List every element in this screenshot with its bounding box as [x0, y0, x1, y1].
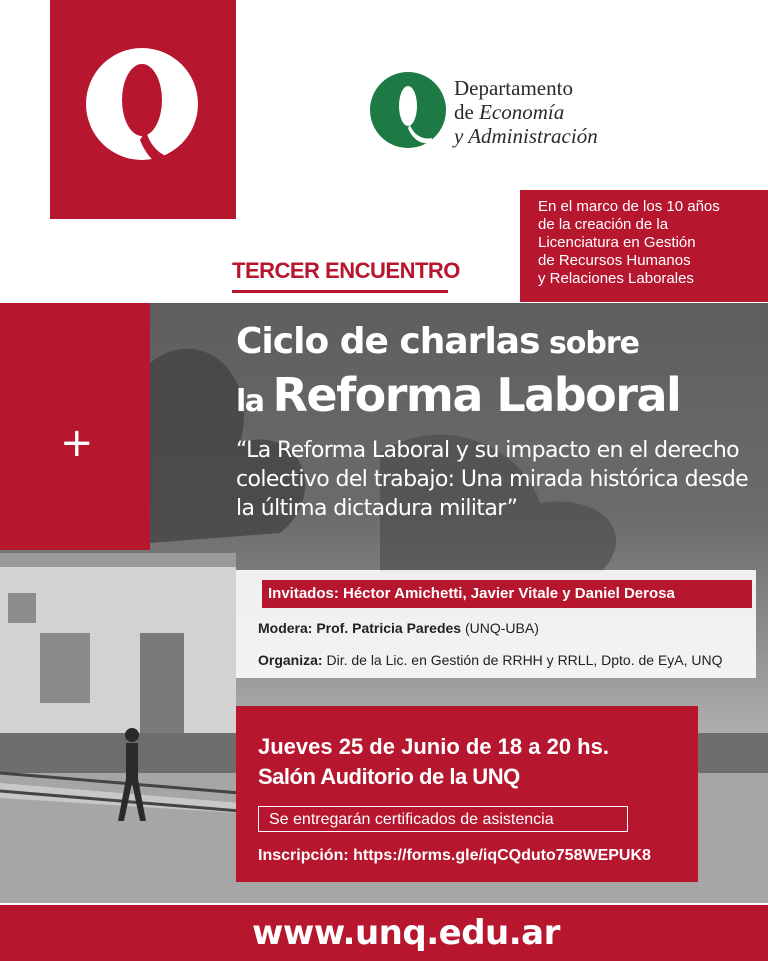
registration-label: Inscripción: — [258, 847, 354, 864]
registration-link[interactable]: https://forms.gle/iqCQduto758WEPUK8 — [353, 847, 651, 864]
title-line1-small: sobre — [539, 326, 640, 361]
organizer-label: Organiza: — [258, 652, 323, 668]
event-title-line2 — [236, 368, 680, 429]
dept-line3: y Administración — [454, 124, 598, 148]
anniversary-note — [520, 190, 768, 302]
anniversary-line: de la creación de la — [538, 216, 669, 233]
dept-logo-icon — [368, 70, 448, 150]
title-line1-main: Ciclo de charlas — [236, 321, 540, 362]
event-date: Jueves 25 de Junio de 18 a 20 hs. — [258, 734, 609, 759]
anniversary-line: En el marco de los 10 años — [538, 198, 720, 215]
event-title-line1 — [236, 320, 639, 366]
talk-subtitle: “La Reforma Laboral y su impacto en el derecho colectivo del trabajo: Una mirada histórica desde la última dictadura militar” — [236, 438, 749, 521]
dept-line2-prefix: de — [454, 100, 480, 124]
dept-line2 — [454, 100, 598, 124]
anniversary-line: y Relaciones Laborales — [538, 270, 694, 287]
certificate-note: Se entregarán certificados de asistencia — [258, 806, 628, 832]
dept-line2-italic: Economía — [479, 100, 565, 124]
registration-info — [258, 847, 651, 865]
dept-line1: Departamento — [454, 76, 573, 100]
moderator-info — [258, 620, 539, 636]
organizer-info — [258, 652, 723, 668]
dept-name — [454, 76, 598, 148]
footer-website-link[interactable]: www.unq.edu.ar — [252, 913, 560, 953]
moderator-affiliation: (UNQ-UBA) — [461, 620, 539, 636]
anniversary-line: de Recursos Humanos — [538, 252, 691, 269]
anniversary-line: Licenciatura en Gestión — [538, 234, 696, 251]
event-venue: Salón Auditorio de la UNQ — [258, 764, 520, 789]
organizer-name: Dir. de la Lic. en Gestión de RRHH y RRLL, Dpto. de EyA, UNQ — [322, 652, 723, 668]
guests-label: Invitados: Héctor Amichetti, Javier Vitale y Daniel Derosa — [262, 580, 752, 608]
event-edition-label: TERCER ENCUENTRO — [232, 258, 460, 283]
plus-icon: + — [60, 420, 94, 466]
title-line2-small: la — [236, 384, 273, 419]
event-edition-underline — [232, 290, 448, 293]
unq-q-logo-icon — [50, 0, 236, 219]
unq-logo-block — [50, 0, 236, 219]
title-line2-main: Reforma Laboral — [272, 368, 681, 422]
moderator-label: Modera: Prof. Patricia Paredes — [258, 620, 462, 636]
